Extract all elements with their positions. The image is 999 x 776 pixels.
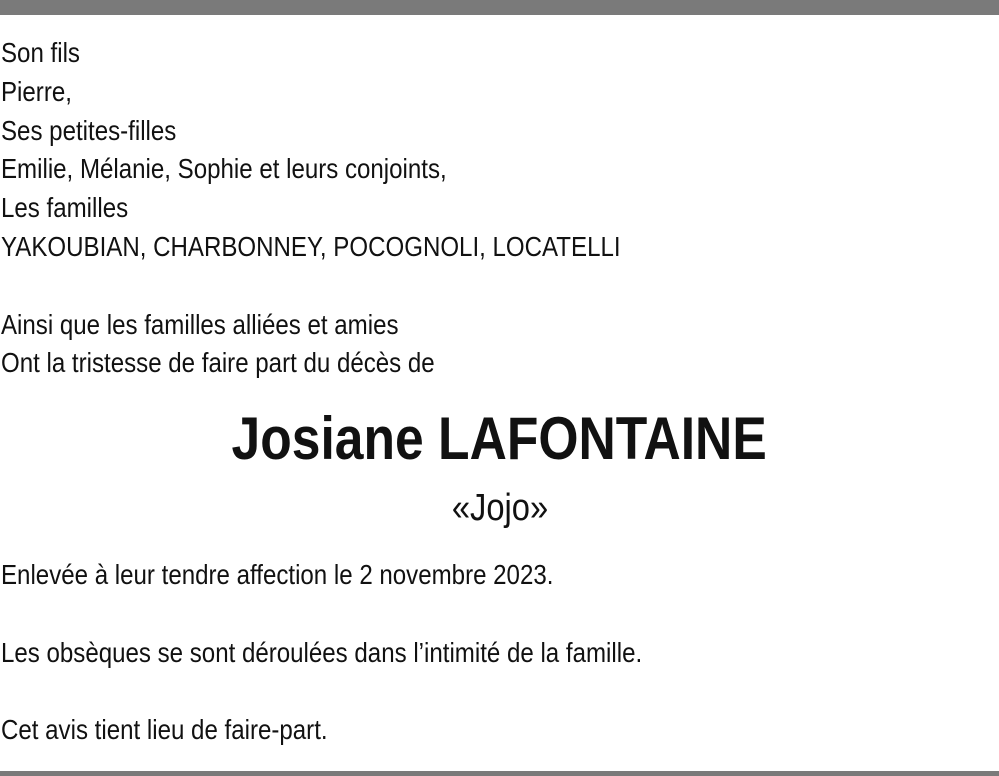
deceased-name-text: Josiane LAFONTAINE (231, 405, 768, 472)
top-border-rule (0, 0, 999, 15)
allied-families-line: Ainsi que les familles alliées et amies (1, 309, 399, 340)
deceased-nickname-text: «Jojo» (451, 487, 548, 529)
funeral-info-line: Les obsèques se sont déroulées dans l’intimité de la famille. (1, 637, 643, 668)
family-line-families-label: Les familles (1, 192, 129, 223)
family-line-son-label: Son fils (1, 37, 80, 68)
bottom-border-rule (0, 771, 999, 776)
death-date-line: Enlevée à leur tendre affection le 2 novembre 2023. (1, 559, 554, 590)
deceased-nickname (0, 486, 999, 530)
announcement-line: Ont la tristesse de faire part du décès de (1, 347, 435, 378)
deceased-name (0, 403, 999, 475)
family-line-families-names: YAKOUBIAN, CHARBONNEY, POCOGNOLI, LOCATELLI (1, 231, 621, 262)
family-line-son-name: Pierre, (1, 76, 72, 107)
family-line-granddaughters-label: Ses petites-filles (1, 115, 177, 146)
family-line-granddaughters-names: Emilie, Mélanie, Sophie et leurs conjoints, (1, 153, 447, 184)
notice-statement-line: Cet avis tient lieu de faire-part. (1, 714, 328, 745)
